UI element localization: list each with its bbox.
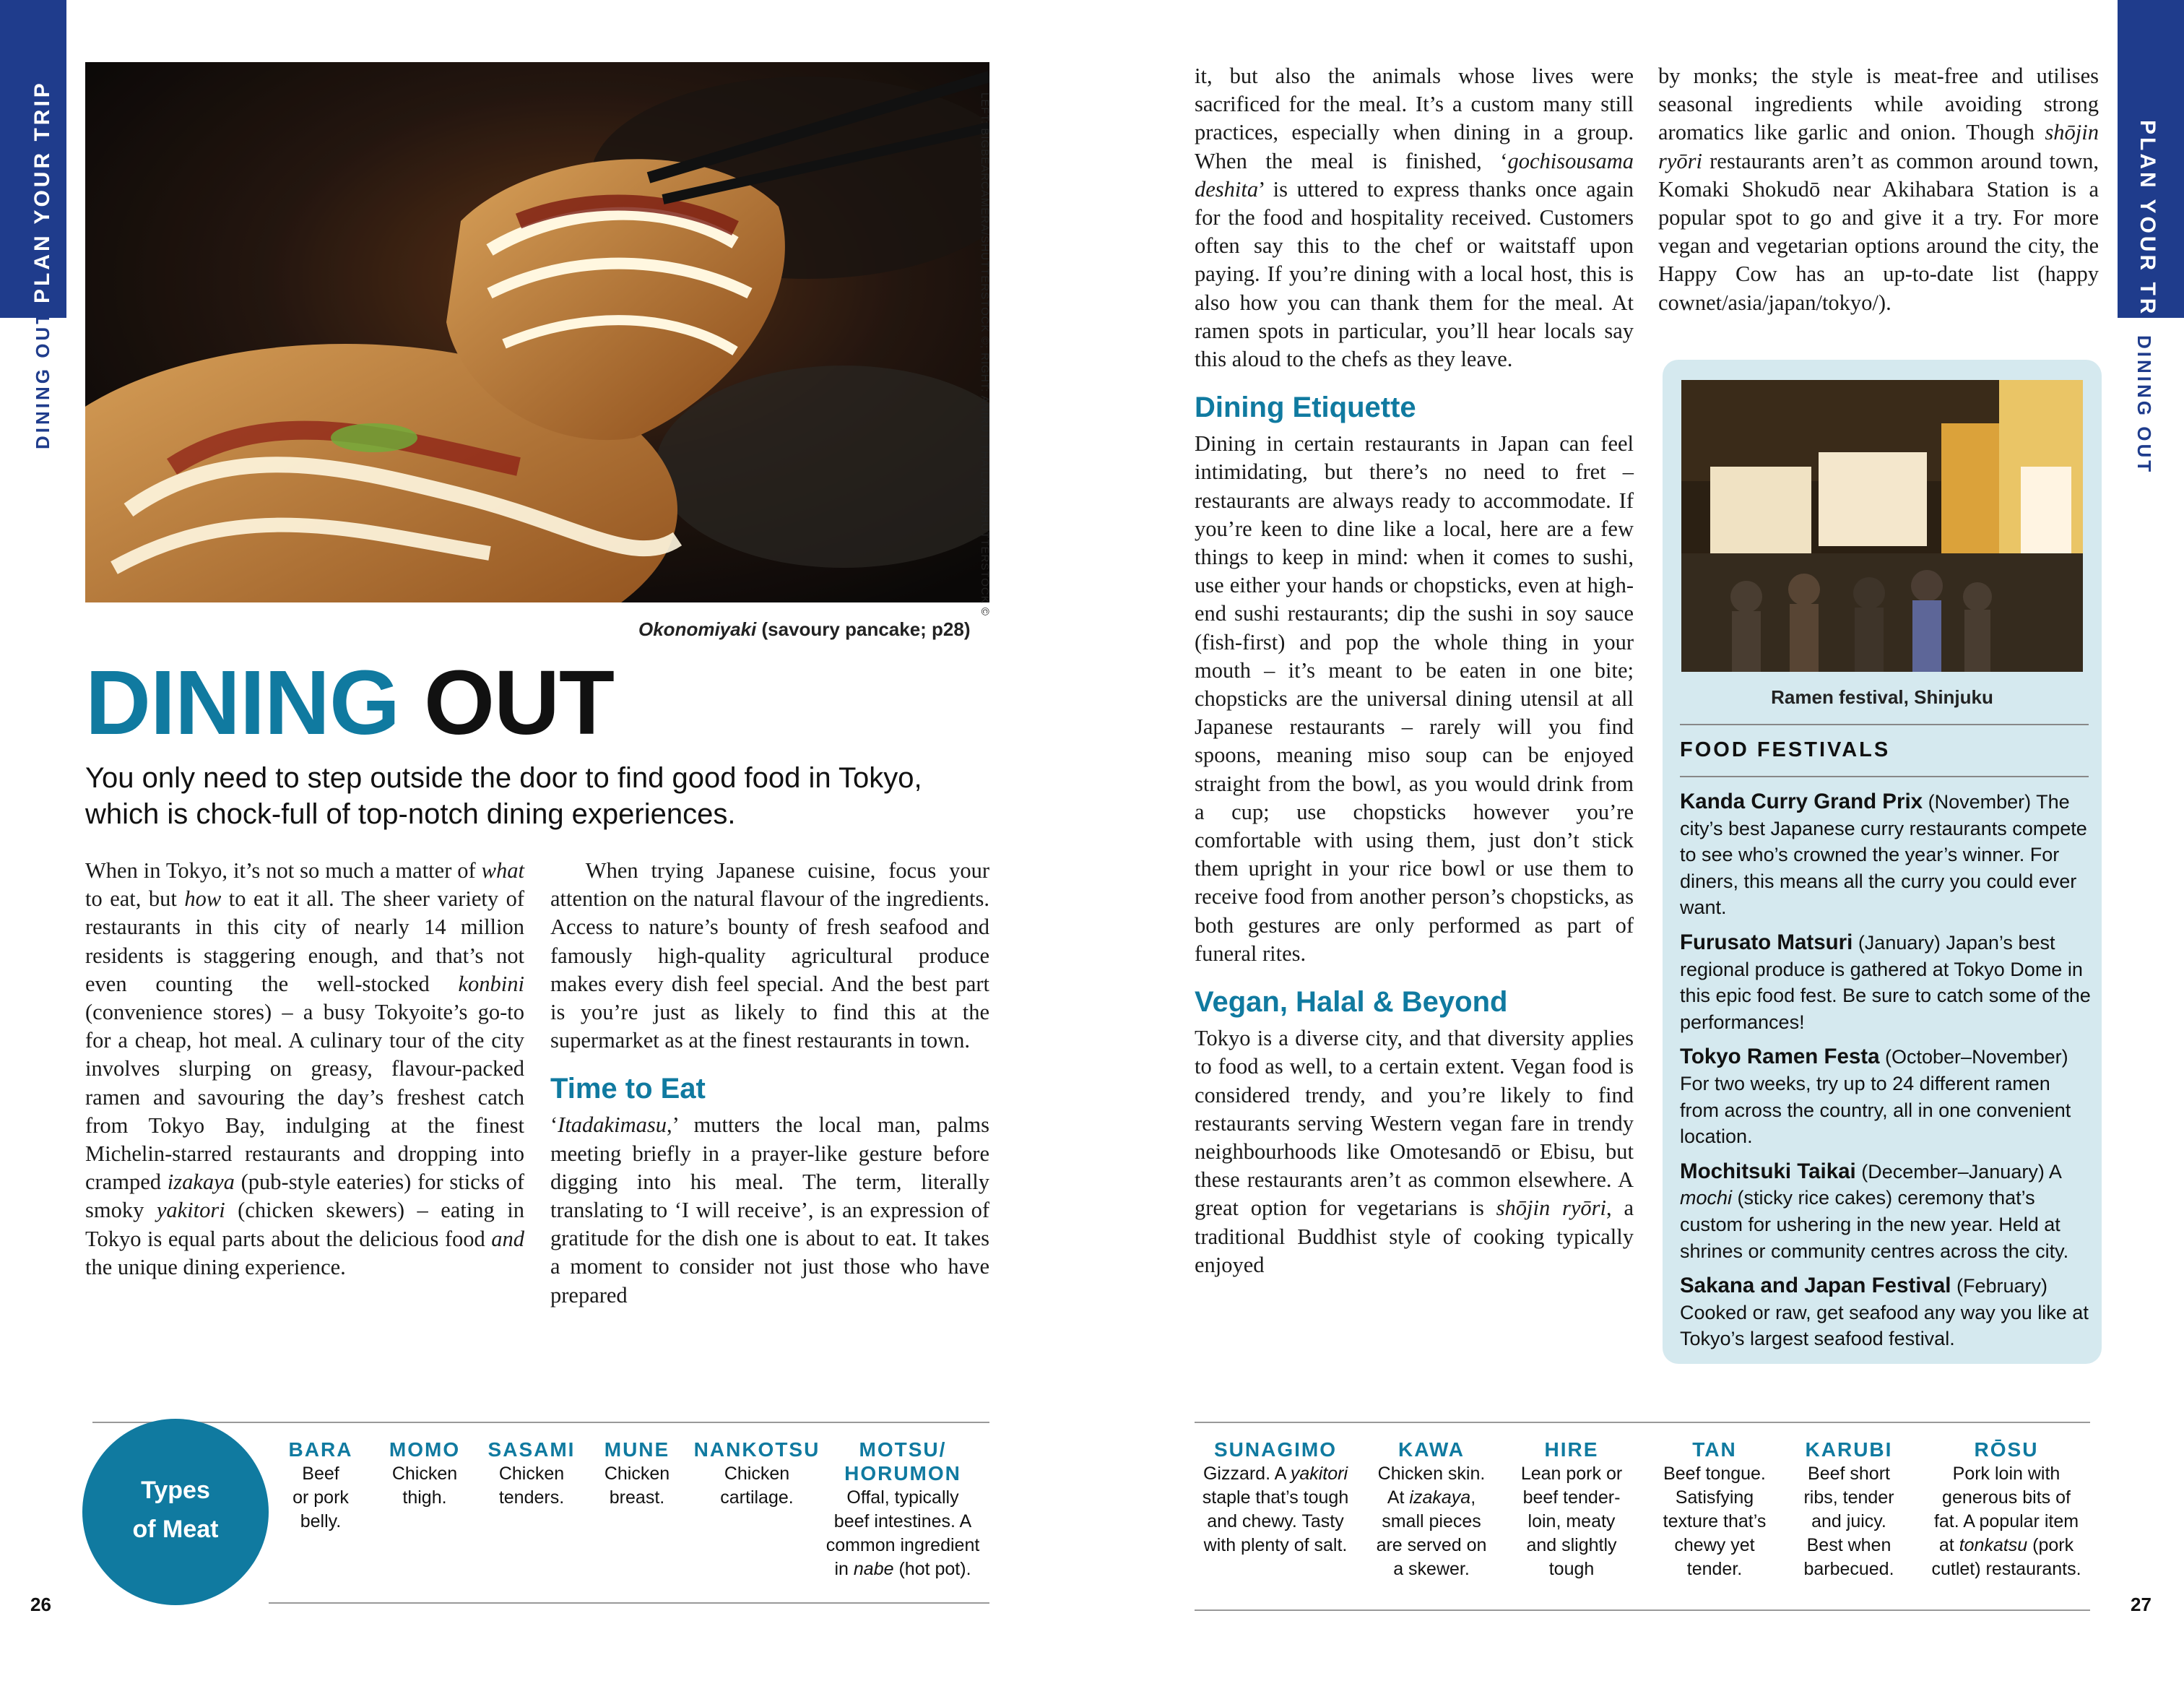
meat-type-name: TAN [1692,1438,1737,1461]
side-section-label-left: DINING OUT [32,309,53,449]
meat-type-item [378,1438,472,1510]
meat-type-name: SASAMI [488,1438,576,1461]
divider [1195,1422,2090,1423]
paragraph: it, but also the animals whose lives were sacrificed for the meal. It’s a custom many still practices, especially when dining in a group. When the meal is finished, ‘gochisousama deshita’ is uttered to express thanks once again for the food and hospitality received. Customers often say this to the chef or waitstaff upon paying. If you’re dining with a local host, this is also how you can thank them for the meal. At ramen spots in particular, you’ll hear locals say this aloud to the chefs as they leave. [1195,64,1634,372]
meat-type-description: Chicken cartilage. [720,1464,794,1508]
meat-type-description: Gizzard. A yakitori staple that’s tough and chewy. Tasty with plenty of salt. [1202,1464,1349,1555]
meat-type-item [1788,1438,1910,1581]
meat-type-name: SUNAGIMO [1214,1438,1337,1461]
festival-item: Tokyo Ramen Festa (October–November) For two weeks, try up to 24 different ramen from across the country, all in one convenient location. [1680,1045,2071,1148]
page-number-left: 26 [30,1594,51,1615]
meat-type-item [1920,1438,2093,1581]
food-festivals-list [1680,789,2092,1361]
divider [1680,776,2089,777]
meat-type-description: Pork loin with generous bits of fat. A popular item at tonkatsu (pork cutlet) restaurants. [1931,1464,2081,1579]
side-section-label-right: DINING OUT [2133,335,2155,475]
body-column-2 [550,857,989,1310]
festival-item: Kanda Curry Grand Prix (November) The city’s best Japanese curry restaurants compete to see who’s crowned the year’s winner. For diners, this means all the curry you could ever want. [1680,790,2087,919]
meat-type-item [1510,1438,1633,1581]
body-column-1 [85,857,524,1282]
meat-type-name: KARUBI [1805,1438,1893,1461]
intro-text: You only need to step outside the door to find good food in Tokyo, which is chock-full of top-notch dining experiences. [85,762,922,830]
meat-type-description: Chicken tenders. [498,1464,565,1508]
okonomiyaki-photo [85,62,989,602]
meat-type-description: Chicken breast. [604,1464,670,1508]
meat-type-name: NANKOTSU [693,1438,820,1461]
meat-type-description: Chicken thigh. [391,1464,458,1508]
side-tab-title-right: PLAN YOUR TRIP [2136,120,2159,343]
meat-type-item [1646,1438,1783,1581]
divider [269,1602,989,1604]
festival-item: Furusato Matsuri (January) Japan’s best regional produce is gathered at Tokyo Dome in this epic food fest. Be sure to catch some of the performances! [1680,930,2091,1033]
meat-type-description: Beef tongue. Satisfying texture that’s chewy yet tender. [1663,1464,1767,1579]
divider [1195,1609,2090,1611]
heading-vegan-halal: Vegan, Halal & Beyond [1195,986,1508,1019]
meat-type-name: RŌSU [1974,1438,2039,1461]
body-column-4 [1658,62,2099,317]
meat-type-item [1192,1438,1358,1557]
side-tab-title-left: PLAN YOUR TRIP [30,80,54,303]
meat-type-name: MUNE [604,1438,670,1461]
paragraph: Tokyo is a diverse city, and that diversity applies to food as well, to a certain extent. Vegan food is considered trendy, and you’re likely to find restaurants serving Western vegan fare in trendy neighbourhoods like Omotesandō or Ebisu, but these restaurants aren’t as common elsewhere. A great option for vegetarians is shōjin ryōri, a traditional Buddhist style of cooking typically enjoyed [1195,1026,1634,1277]
ramen-festival-caption: Ramen festival, Shinjuku [1771,686,1993,708]
meat-type-name: KAWA [1398,1438,1465,1461]
types-of-meat-label: Types of Meat [132,1477,219,1543]
meat-type-item [274,1438,368,1534]
meat-type-item [820,1438,986,1581]
meat-type-item [481,1438,582,1510]
meat-type-description: Chicken skin. At izakaya, small pieces are served on a skewer. [1376,1464,1487,1579]
meat-type-item [1366,1438,1496,1581]
meat-type-name: HIRE [1544,1438,1599,1461]
body-column-3 [1195,62,1634,1279]
photo-credit: LEFT: BIGBEARCAMERA/SHUTTERSTOCK ©; RIGHT: ANIRUT THAILAND/SHUTTERSTOCK © [979,92,991,616]
festival-item: Sakana and Japan Festival (February) Cooked or raw, get seafood any way you like at Tokyo’s largest seafood festival. [1680,1274,2089,1350]
paragraph: by monks; the style is meat-free and utilises seasonal ingredients while avoiding strong aromatics like garlic and onion. Though shōjin ryōri restaurants aren’t as common around town, Komaki Shokudō near Akihabara Station is a popular spot to go and give it a try. For more vegan and vegetarian options around the city, the Happy Cow has an up-to-date list (happy cownet/asia/japan/tokyo/). [1658,64,2099,315]
page-number-right: 27 [2131,1594,2152,1615]
heading-time-to-eat: Time to Eat [550,1073,706,1105]
okonomiyaki-caption: Okonomiyaki (savoury pancake; p28) [638,618,971,640]
paragraph: ‘Itadakimasu,’ mutters the local man, palms meeting briefly in a prayer-like gesture before digging into his meal. The term, literally translating to ‘I will receive’, is an expression of gratitude for the dish one is about to eat. It takes a moment to consider not just those who have prepared [550,1112,989,1308]
meat-type-description: Offal, typically beef intestines. A common ingredient in nabe (hot pot). [826,1487,980,1579]
meat-type-description: Lean pork or beef tender- loin, meaty and slightly tough [1520,1464,1623,1579]
meat-type-name: MOTSU/ HORUMON [844,1438,961,1485]
paragraph: Dining in certain restaurants in Japan can feel intimidating, but there’s no need to fret – restaurants are always ready to accommodate. If you’re keen to dine like a local, here are a few things to keep in mind: when it comes to sushi, use either your hands or chopsticks, even at high-end sushi restaurants; dip the sushi in soy sauce (fish-first) and pop the whole thing in your mouth – it’s meant to be eaten in one bite; chopsticks are the universal dining utensil at all Japanese restaurants – rarely will you find spoons, meaning miso soup can be enjoyed straight from the bowl, as you would drink from a cup; use chopsticks however you’re comfortable with using them, just don’t stick them upright in your rice bowl or use them to receive food from another person’s chopsticks, as both gestures are only performed as part of funeral rites. [1195,431,1634,966]
page-title: DINING OUT [85,652,614,753]
ramen-festival-photo [1681,380,2083,672]
paragraph: When trying Japanese cuisine, focus your attention on the natural flavour of the ingredients. Access to nature’s bounty of fresh seafood and famously high-quality agricultural produce makes every dish feel special. And the best part is you’re just as likely to find this at the supermarket as at the finest restaurants in town. [550,858,989,1053]
divider [1680,724,2089,725]
meat-type-description: Beef or pork belly. [292,1464,349,1531]
meat-type-item [590,1438,684,1510]
divider [92,1422,989,1423]
meat-type-description: Beef short ribs, tender and juicy. Best when barbecued. [1803,1464,1894,1579]
heading-dining-etiquette: Dining Etiquette [1195,392,1416,424]
festival-item: Mochitsuki Taikai (December–January) A mochi (sticky rice cakes) ceremony that’s custom for ushering in the new year. Held at shrines or community centres across the city. [1680,1159,2069,1262]
meat-type-name: MOMO [389,1438,461,1461]
meat-type-item [688,1438,826,1510]
meat-type-name: BARA [288,1438,353,1461]
paragraph: When in Tokyo, it’s not so much a matter of what to eat, but how to eat it all. The sheer variety of restaurants in this city of nearly 14 million residents is staggering enough, and that’s not even counting the well-stocked konbini (convenience stores) – a busy Tokyoite’s go-to for a cheap, hot meal. A culinary tour of the city involves slurping on greasy, flavour-packed ramen and savouring the day’s freshest catch from Tokyo Bay, indulging at the finest Michelin-starred restaurants and dropping into cramped izakaya (pub-style eateries) for sticks of smoky yakitori (chicken skewers) – eating in Tokyo is equal parts about the delicious food and the unique dining experience. [85,858,525,1279]
food-festivals-heading: FOOD FESTIVALS [1680,738,1891,761]
